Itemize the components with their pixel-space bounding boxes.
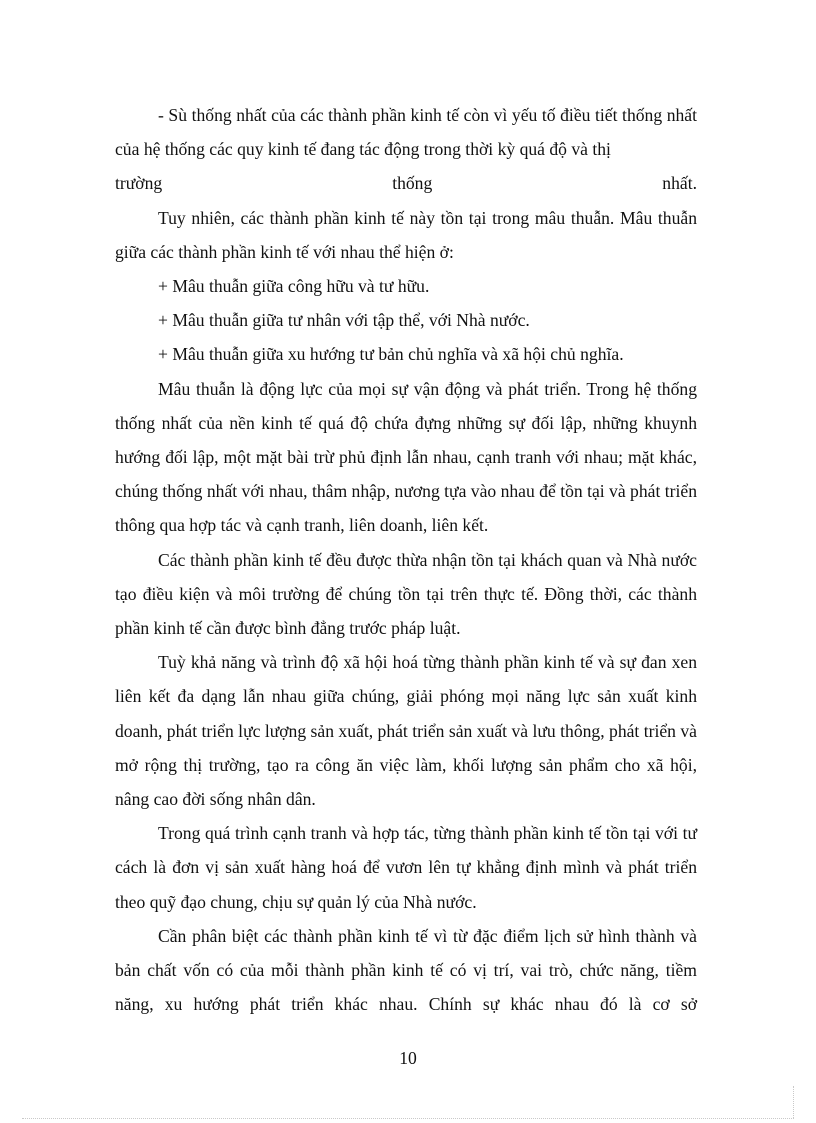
list-item-3-text: + Mâu thuẫn giữa xu hướng tư bản chủ nghĩa và xã hội chủ nghĩa. (158, 344, 624, 365)
body-text (115, 98, 697, 1021)
paragraph-2-text: Tuy nhiên, các thành phần kinh tế này tồn tại trong mâu thuẫn. Mâu thuẫn giữa các thành phần kinh tế với nhau thể hiện ở: (115, 207, 697, 262)
page-number: 10 (399, 1048, 417, 1068)
paragraph-1-word-2: thống (392, 173, 433, 194)
paragraph-3 (115, 372, 697, 543)
list-item-1 (115, 269, 697, 303)
paragraph-7-text: Cần phân biệt các thành phần kinh tế vì từ đặc điểm lịch sử hình thành và bản chất vốn có của mỗi thành phần kinh tế có vị trí, vai trò, chức năng, tiềm năng, xu hướng phát triển khác nhau. Chính sự khác nhau đó là cơ sở (115, 925, 697, 1015)
paragraph-4-text: Các thành phần kinh tế đều được thừa nhận tồn tại khách quan và Nhà nước tạo điều kiện và môi trường để chúng tồn tại trên thực tế. Đồng thời, các thành phần kinh tế cần được bình đẳng trước pháp luật. (115, 549, 697, 639)
paragraph-6 (115, 816, 697, 919)
list-item-1-text: + Mâu thuẫn giữa công hữu và tư hữu. (158, 276, 430, 297)
paragraph-7 (115, 919, 697, 1022)
paragraph-5 (115, 645, 697, 816)
page-edge-right (793, 1086, 794, 1118)
paragraph-5-text: Tuỳ khả năng và trình độ xã hội hoá từng thành phần kinh tế và sự đan xen liên kết đa dạng lẫn nhau giữa chúng, giải phóng mọi năng lực sản xuất kinh doanh, phát triển lực lượng sản xuất, phát triển sản xuất và lưu thông, phát triển và mở rộng thị trường, tạo ra công ăn việc làm, khối lượng sản phẩm cho xã hội, nâng cao đời sống nhân dân. (115, 652, 697, 810)
list-item-2 (115, 303, 697, 337)
paragraph-1-text: - Sù thống nhất của các thành phần kinh tế còn vì yếu tố điều tiết thống nhất của hệ thống các quy kinh tế đang tác động trong thời kỳ quá độ và thị (115, 105, 697, 160)
list-item-2-text: + Mâu thuẫn giữa tư nhân với tập thể, với Nhà nước. (158, 310, 530, 331)
paragraph-2 (115, 201, 697, 269)
paragraph-1-word-3: nhất. (662, 173, 697, 194)
list-item-3 (115, 337, 697, 371)
paragraph-1-last-line (115, 166, 697, 200)
paragraph-6-text: Trong quá trình cạnh tranh và hợp tác, từng thành phần kinh tế tồn tại với tư cách là đơn vị sản xuất hàng hoá để vươn lên tự khẳng định mình và phát triển theo quỹ đạo chung, chịu sự quản lý của Nhà nước. (115, 823, 697, 912)
paragraph-3-text: Mâu thuẫn là động lực của mọi sự vận động và phát triển. Trong hệ thống thống nhất của nền kinh tế quá độ chứa đựng những sự đối lập, những khuynh hướng đối lập, một mặt bài trừ phủ định lẫn nhau, cạnh tranh với nhau; mặt khác, chúng thống nhất với nhau, thâm nhập, nương tựa vào nhau để tồn tại và phát triển thông qua hợp tác và cạnh tranh, liên doanh, liên kết. (115, 378, 697, 536)
paragraph-4 (115, 543, 697, 646)
paragraph-1-word-1: trường (115, 173, 163, 194)
page-edge-bottom (22, 1118, 794, 1119)
paragraph-1 (115, 98, 697, 166)
